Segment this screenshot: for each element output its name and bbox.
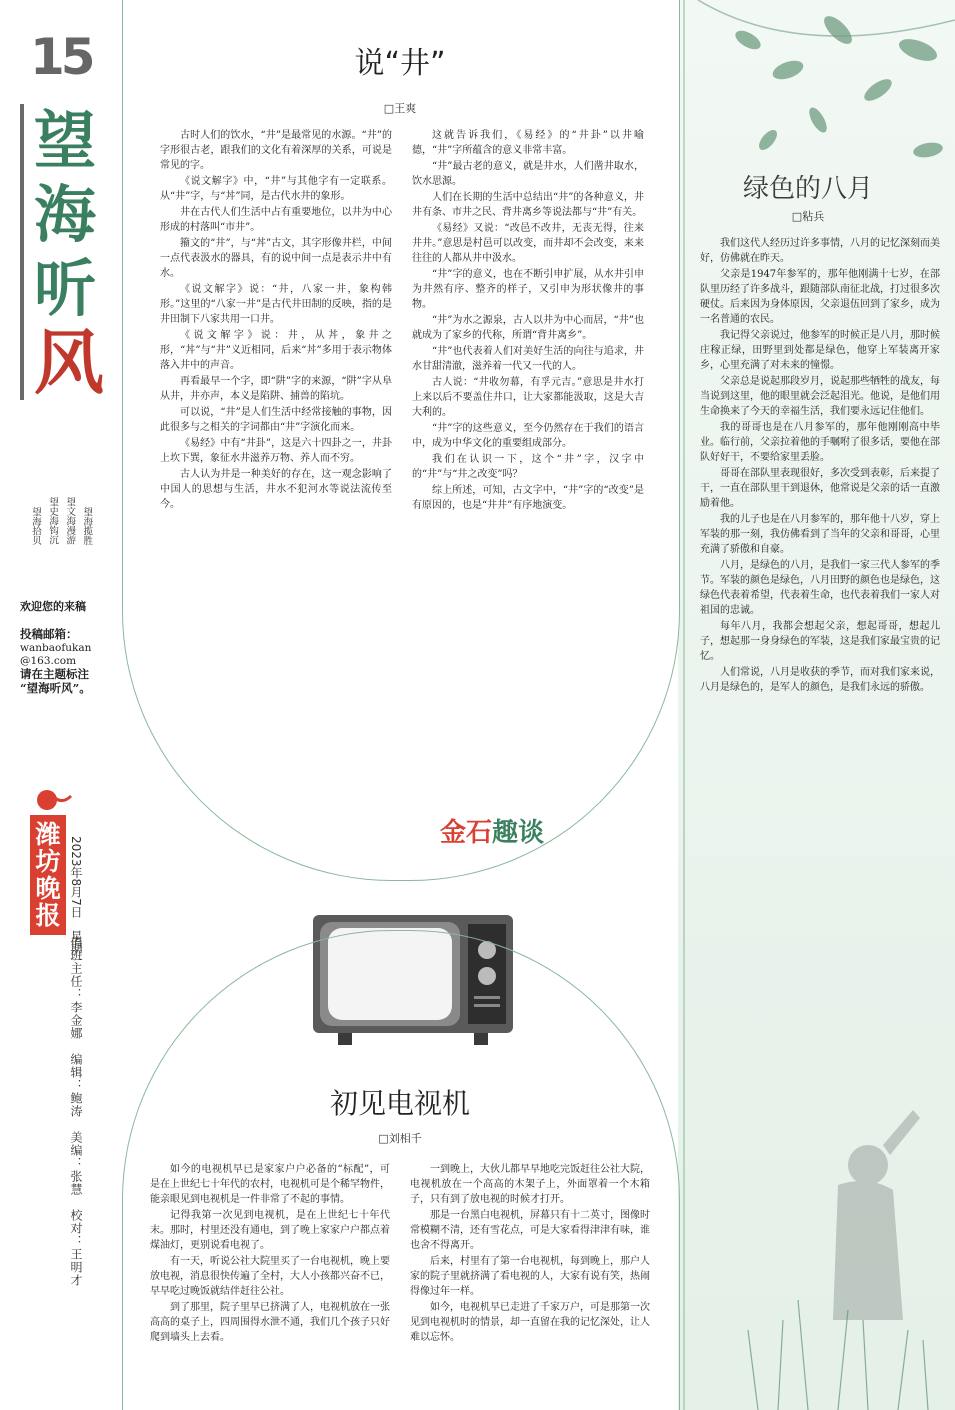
- issue-date: 2023年8月7日 星期一: [69, 836, 83, 966]
- paragraph: “井”字的这些意义，至今仍然存在于我们的语言中，成为中华文化的重要组成部分。: [412, 423, 644, 449]
- paragraph: 八月，是绿色的八月，是我们一家三代人参军的季节。军装的颜色是绿色，八月田野的颜色也是绿色，这绿色代表着希望，代表着生命，也代表着我们一家人对祖国的忠诚。: [700, 560, 940, 616]
- masthead-strip: [0, 0, 122, 1410]
- paragraph: “井”也代表着人们对美好生活的向往与追求，井水甘甜清澈，滋养着一代又一代的人。: [412, 346, 644, 372]
- paragraph: 有一天，听说公社大院里买了一台电视机，晚上要放电视，消息很快传遍了全村，大人小孩都兴奋不已，早早吃过晚饭就结伴赶往公社。: [150, 1256, 390, 1297]
- paragraph: 籀文的“井”，与“丼”古文，其字形像井栏，中间一点代表汲水的器具，有的说中间一点是表示井中有水。: [160, 238, 392, 279]
- section-char: 海: [34, 178, 97, 251]
- column-tag-a: 金石: [440, 818, 493, 848]
- section-char: 望: [34, 104, 97, 177]
- paragraph: 我的哥哥也是在八月参军的，那年他刚刚高中毕业。临行前，父亲拉着他的手嘱咐了很多话，要他在部队好好干，不要给家里丢脸。: [700, 422, 940, 463]
- paragraph: 《说文解字》说：“井，八家一井，象构韩形。”这里的“八家一井”是古代井田制的反映，指的是井田制下八家共用一口井。: [160, 284, 392, 325]
- paragraph: 如今的电视机早已是家家户户必备的“标配”，可是在上世纪七十年代的农村，电视机可是个稀罕物件，能亲眼见到电视机是一件非常了不起的事情。: [150, 1164, 390, 1205]
- note-line: 请在主题标注: [20, 667, 89, 681]
- paragraph: 井在古代人们生活中占有重要地位，以井为中心形成的村落叫“市井”。: [160, 207, 392, 233]
- paragraph: 《易经》中有“井卦”，这是六十四卦之一，井卦上坎下巽，象征水井滋养万物、养人而不穷。: [160, 438, 392, 464]
- email-line: wanbaofukan: [20, 642, 92, 654]
- paragraph: 我们这代人经历过许多事情，八月的记忆深刻而美好，仿佛就在昨天。: [700, 238, 940, 264]
- column-name: 望海拾贝: [30, 506, 41, 545]
- article-title: 绿色的八月: [742, 174, 873, 204]
- paragraph: 父亲总是说起那段岁月，说起那些牺牲的战友，每当说到这里，他的眼里就会泛起泪光。他说，是他们用生命换来了今天的幸福生活，我们要永远记住他们。: [700, 376, 940, 417]
- contact-info: [20, 628, 91, 696]
- paragraph: 这就告诉我们，《易经》的“井卦”以井喻德，“井”字所蕴含的意义非常丰富。: [412, 130, 644, 156]
- paragraph: 记得我第一次见到电视机，是在上世纪七十年代末。那时，村里还没有通电，到了晚上家家户户都点着煤油灯，更别说看电视了。: [150, 1210, 390, 1251]
- paragraph: 综上所述，可知，古文字中，“井”字的“改变”是有原因的，也是“井井”有序地演变。: [412, 485, 644, 511]
- column-name: 望史海钩沉: [47, 497, 59, 545]
- article-column: [150, 1162, 390, 1402]
- article-author: □粘兵: [791, 210, 825, 223]
- email-label: 投稿邮箱：: [20, 627, 78, 641]
- paragraph: 古人认为井是一种美好的存在，这一观念影响了中国人的思想与生活，井水不犯河水等说法流传至今。: [160, 469, 392, 510]
- paragraph: 可以说，“井”是人们生活中经常接触的事物，因此很多与之相关的字词都由“井”字演化而来。: [160, 407, 392, 433]
- paragraph: 我的儿子也是在八月参军的，那年他十八岁，穿上军装的那一刻，我仿佛看到了当年的父亲和哥哥，心里充满了骄傲和自豪。: [700, 514, 940, 555]
- article-title: 初见电视机: [329, 1087, 470, 1120]
- paragraph: 人们在长期的生活中总结出“井”的各种意义，井井有条、市井之民、背井离乡等说法都与“井”有关。: [412, 192, 644, 218]
- column-tag-b: 趣谈: [492, 818, 545, 848]
- note-line: “望海听风”。: [20, 681, 91, 695]
- paragraph: 古时人们的饮水，“井”是最常见的水源。“井”的字形很古老，跟我们的文化有着深厚的关系，可说是常见的字。: [160, 130, 392, 171]
- article-column: [700, 236, 940, 1148]
- column-tag: [440, 812, 544, 849]
- staff-credits: 值班主任：李金娜 编辑：鲍涛 美编：张慧 校对：王明才: [69, 936, 83, 1287]
- paragraph: 父亲是1947年参军的，那年他刚满十七岁，在部队里历经了许多战斗，跟随部队南征北战，打过很多次硬仗。后来因为身体原因，父亲退伍回到了家乡，成为一名普通的农民。: [700, 269, 940, 325]
- paper-logo-icon: [35, 788, 73, 812]
- section-title: [20, 104, 124, 404]
- column-name: 望海揽胜: [81, 506, 93, 545]
- paragraph: 我记得父亲说过，他参军的时候正是八月，那时候庄稼正绿，田野里到处都是绿色，他穿上军装离开家乡，心里充满了对未来的憧憬。: [700, 330, 940, 371]
- paragraph: 那是一台黑白电视机，屏幕只有十二英寸，图像时常模糊不清，还有雪花点，可是大家看得津津有味，谁也舍不得离开。: [410, 1210, 650, 1251]
- welcome-text: 欢迎您的来稿: [20, 600, 86, 613]
- paragraph: 人们常说，八月是收获的季节，而对我们家来说，八月是绿色的，是军人的颜色，是我们永远的骄傲。: [700, 667, 940, 693]
- paragraph: 《说文解字》说：井，从丼，象井之形，“丼”与“井”义近相同，后来“丼”多用于表示物体落入井中的声音。: [160, 330, 392, 371]
- paragraph: 每年八月，我都会想起父亲，想起哥哥，想起儿子，想起那一身身绿色的军装，这是我们家最宝贵的记忆。: [700, 621, 940, 662]
- paragraph: 到了那里，院子里早已挤满了人，电视机放在一张高高的桌子上，四周围得水泄不通，我们几个孩子只好爬到墙头上去看。: [150, 1302, 390, 1343]
- paragraph: 后来，村里有了第一台电视机，每到晚上，那户人家的院子里就挤满了看电视的人，大家有说有笑，热闹得像过年一样。: [410, 1256, 650, 1297]
- paragraph: “井”为水之源泉，古人以井为中心而居，“井”也就成为了家乡的代称，所谓“背井离乡”。: [412, 315, 644, 341]
- paragraph: 《说文解字》中，“井”与其他字有一定联系。从“井”字，与“丼”同，是古代水井的象形。: [160, 176, 392, 202]
- paragraph: 哥哥在部队里表现很好，多次受到表彰，后来提了干，一直在部队里干到退休，他常说是父亲的话一直激励着他。: [700, 468, 940, 509]
- paragraph: 我们在认识一下，这个“井”字，汉字中的“井”与“井之改变”吗？: [412, 454, 644, 480]
- column-list: [30, 497, 93, 592]
- email-line: @163.com: [20, 655, 77, 667]
- page-number: 15: [30, 28, 92, 86]
- paragraph: “井”字的意义，也在不断引申扩展，从水井引申为井然有序、整齐的样子，又引申为形状像井的事物。: [412, 269, 644, 310]
- article-column: [410, 1162, 650, 1402]
- article-title: 说“井”: [354, 46, 446, 81]
- article-author: □刘相千: [378, 1132, 422, 1145]
- paragraph: 再看最早一个字，即“阱”字的来源，“阱”字从阜从井，井亦声，本义是陷阱、捕兽的陷坑。: [160, 376, 392, 402]
- paragraph: 如今，电视机早已走进了千家万户，可是那第一次见到电视机时的情景，却一直留在我的记忆深处，让人难以忘怀。: [410, 1302, 650, 1343]
- paper-name: 潍坊晚报: [30, 815, 66, 935]
- article-column: [160, 128, 392, 848]
- column-name: 望文海漫游: [64, 497, 76, 545]
- article-author: □王爽: [383, 102, 417, 115]
- paragraph: “井”最古老的意义，就是井水，人们凿井取水，饮水思源。: [412, 161, 644, 187]
- section-char-red: 风: [34, 321, 104, 404]
- section-char: 听: [34, 252, 97, 325]
- paragraph: 《易经》又说：“改邑不改井，无丧无得，往来井井。”意思是村邑可以改变，而井却不会改变，来来往往的人都从井中汲水。: [412, 223, 644, 264]
- article-column: [412, 128, 644, 804]
- paragraph: 一到晚上，大伙儿都早早地吃完饭赶往公社大院，电视机放在一个高高的木架子上，外面罩着一个木箱子，只有到了放电视的时候才打开。: [410, 1164, 650, 1205]
- paragraph: 古人说：“井收勿幕，有孚元吉。”意思是井水打上来以后不要盖住井口，让大家都能汲取，这是大吉大利的。: [412, 377, 644, 418]
